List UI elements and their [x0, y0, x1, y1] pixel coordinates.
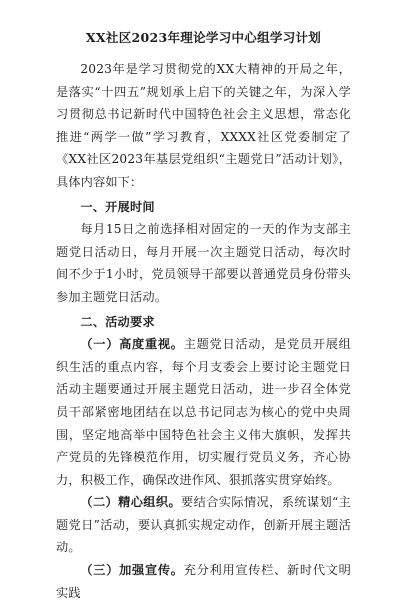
requirement-body: 充分利用宣传栏、新时代文明实践 — [56, 563, 351, 600]
requirement-item — [56, 333, 351, 491]
requirement-item — [56, 491, 351, 559]
section-heading-time: 一、开展时间 — [80, 199, 155, 214]
intro-paragraph: 2023年是学习贯彻党的XX大精神的开局之年，是落实“十四五”规划承上启下的关键之年，为深入学习贯彻总书记新时代中国特色社会主义思想，常态化推进“两学一做”学习教育，XXXX社区党委制定了《XX社区2023年基层党组织“主题党日”活动计划》，具体内容如下： — [56, 62, 351, 189]
requirement-lead: （一）高度重视。 — [80, 337, 184, 352]
requirement-body: 要结合实际情况，系统谋划“主题党日”活动，要认真抓实规定动作，创新开展主题活动。 — [56, 495, 351, 555]
requirement-body: 主题党日活动，是党员开展组织生活的重点内容，每个月支委会上要讨论主题党日活动主题要通过开展主题党日活动，进一步召全体党员干部紧密地团结在以总书记同志为核心的党中央周围，坚定地高举中国特色社会主义伟大旗帜，发挥共产党员的先锋模范作用，切实履行党员义务，齐心协力，积极工作，确保改进作风、狠抓落实贯穿始终。 — [56, 337, 351, 487]
requirement-lead: （三）加强宣传。 — [80, 563, 184, 578]
document-title: XX社区2023年理论学习中心组学习计划 — [85, 30, 322, 45]
section-heading-requirements: 二、活动要求 — [80, 314, 155, 329]
section-time-paragraph: 每月15日之前选择相对固定的一天的作为支部主题党日活动日，每月开展一次主题党日活动，每次时间不少于1小时，党员领导干部要以普通党员身份带头参加主题党日活动。 — [56, 222, 351, 304]
requirement-lead: （二）精心组织。 — [80, 495, 182, 510]
requirement-item — [56, 559, 351, 604]
